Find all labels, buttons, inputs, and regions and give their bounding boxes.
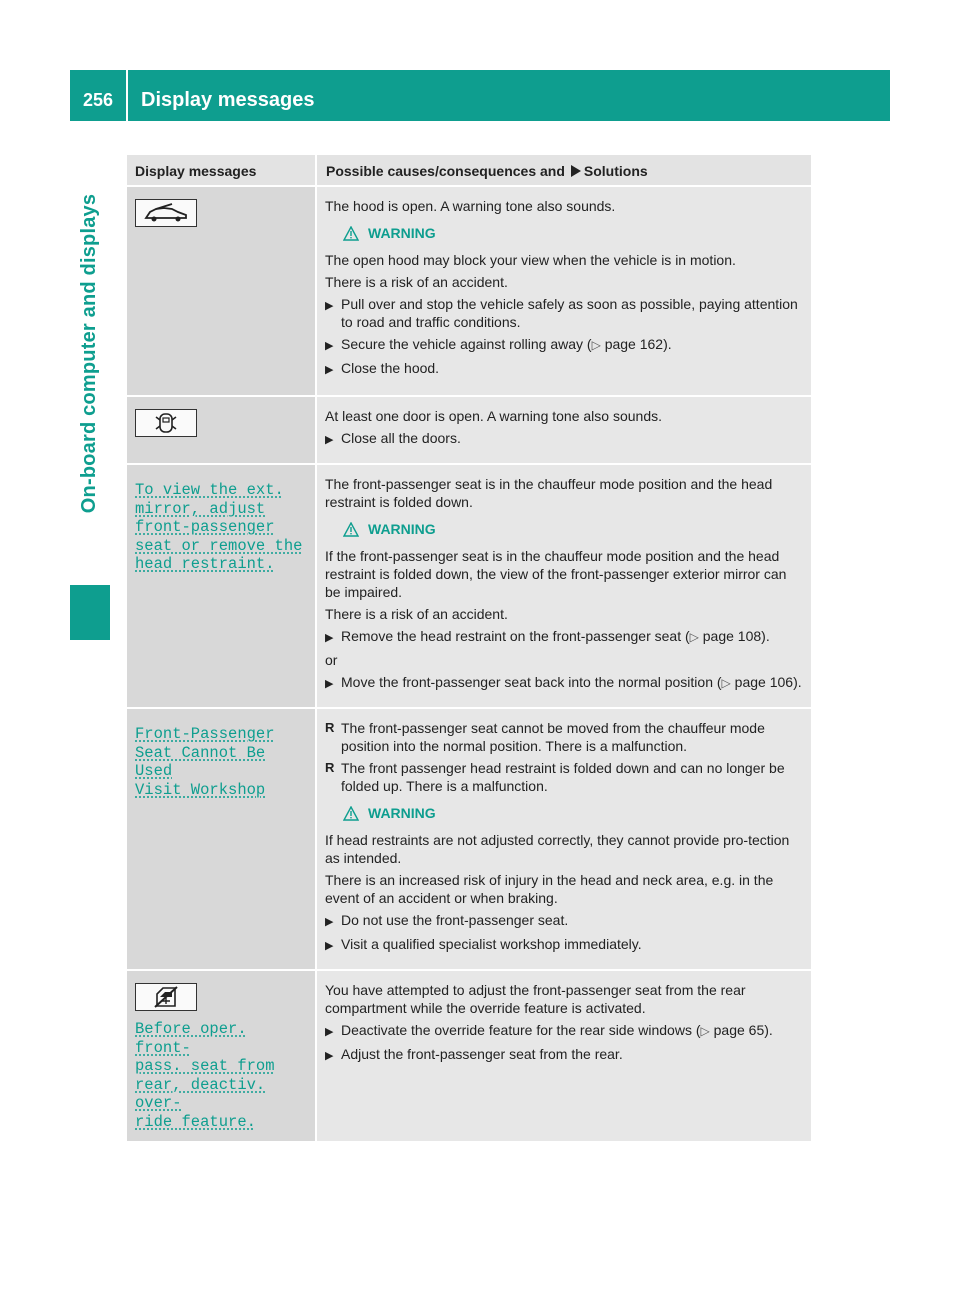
warning-icon (343, 806, 359, 821)
step: ▶ Visit a qualified specialist workshop immediately. (325, 936, 642, 952)
warning-label: WARNING (343, 804, 803, 822)
table-row (127, 397, 811, 465)
page-title: Display messages (141, 89, 315, 111)
page-reference[interactable]: page 106 (734, 674, 794, 690)
side-tab (70, 121, 110, 585)
cause-bullet: R The front passenger head restraint is folded down and can no longer be folded up. There is a malfunction. (325, 760, 785, 794)
display-messages-table (127, 155, 811, 1143)
solution-cell: The hood is open. A warning tone also sounds. WARNING The open hood may block your view when the vehicle is in motion. There is a risk of an accident. ▶ Pull over and stop the vehicle safely as soon as possible, paying attention to road and traffic conditions. ▶ Secure the vehicle against rolling away (▷ page 162). ▶ Close the hood. (315, 187, 811, 397)
cause-bullet: R The front-passenger seat cannot be moved from the chauffeur mode position into the normal position. There is a malfunction. (325, 720, 765, 754)
solution-cell: You have attempted to adjust the front-passenger seat from the rear compartment while the override feature is activated. ▶ Deactivate the override feature for the rear side windows (▷ page 65). ▶ Adjust the front-passenger seat from the rear. (315, 971, 811, 1143)
page-reference[interactable]: page 65 (713, 1022, 765, 1038)
solution-cell: R The front-passenger seat cannot be moved from the chauffeur mode position into the normal position. There is a malfunction. R The front passenger head restraint is folded down and can no longer be folded up. There is a malfunction. WARNING If head restraints are not adjusted correctly, they cannot provide pro-tection as intended. There is an increased risk of injury in the head and neck area, e.g. in the event of an accident or when braking. ▶ Do not use the front-passenger seat. ▶ Visit a qualified specialist workshop immediately. (315, 709, 811, 971)
table-row (127, 465, 811, 709)
page-reference[interactable]: page 108 (702, 628, 762, 644)
step: ▶ Move the front-passenger seat back into the normal position (▷ page 106). (325, 674, 802, 690)
display-message-text: Front-Passenger Seat Cannot Be Used Visit Workshop (135, 725, 275, 799)
display-message-text: To view the ext. mirror, adjust front-passenger seat or remove the head restraint. (135, 481, 303, 573)
window-lock-icon (135, 983, 197, 1011)
solution-cell: At least one door is open. A warning tone also sounds. ▶ Close all the doors. (315, 397, 811, 465)
step: ▶ Pull over and stop the vehicle safely as soon as possible, paying attention to road and traffic conditions. (325, 296, 798, 330)
warning-icon (343, 226, 359, 241)
display-message-text: Before oper. front- pass. seat from rear, deactiv. over- ride feature. (135, 1020, 275, 1131)
side-tab-label: On-board computer and displays (78, 193, 101, 513)
message-cell (127, 187, 315, 397)
step: ▶ Do not use the front-passenger seat. (325, 912, 569, 928)
page-reference[interactable]: page 162 (604, 336, 664, 352)
step: ▶ Close the hood. (325, 360, 440, 376)
table-row (127, 971, 811, 1143)
column-header-messages: Display messages (127, 155, 315, 187)
solution-cell: The front-passenger seat is in the chauffeur mode position and the head restraint is folded down. WARNING If the front-passenger seat is in the chauffeur mode position and the head restraint is folded down, the view of the front-passenger exterior mirror can be impaired. There is a risk of an accident. ▶ Remove the head restraint on the front-passenger seat (▷ page 108). or ▶ Move the front-passenger seat back into the normal position (▷ page 106). (315, 465, 811, 709)
step: ▶ Close all the doors. (325, 430, 461, 446)
solution-arrow-icon (571, 165, 581, 177)
table-row (127, 187, 811, 397)
page-number: 256 (82, 90, 114, 110)
step: ▶ Adjust the front-passenger seat from the rear. (325, 1046, 623, 1062)
side-tab-marker (70, 585, 110, 640)
page-header (70, 70, 890, 121)
hood-open-icon (135, 199, 197, 227)
column-header-solutions: Possible causes/consequences and Solutions (315, 155, 811, 187)
step: ▶ Remove the head restraint on the front-passenger seat (▷ page 108). (325, 628, 770, 644)
warning-label: WARNING (343, 224, 803, 242)
message-cell (127, 709, 315, 971)
message-cell (127, 397, 315, 465)
step: ▶ Secure the vehicle against rolling away (▷ page 162). (325, 336, 672, 352)
message-cell (127, 971, 315, 1143)
table-row (127, 709, 811, 971)
door-open-icon (135, 409, 197, 437)
warning-label: WARNING (343, 520, 803, 538)
warning-icon (343, 522, 359, 537)
message-cell (127, 465, 315, 709)
step: ▶ Deactivate the override feature for the rear side windows (▷ page 65). (325, 1022, 773, 1038)
